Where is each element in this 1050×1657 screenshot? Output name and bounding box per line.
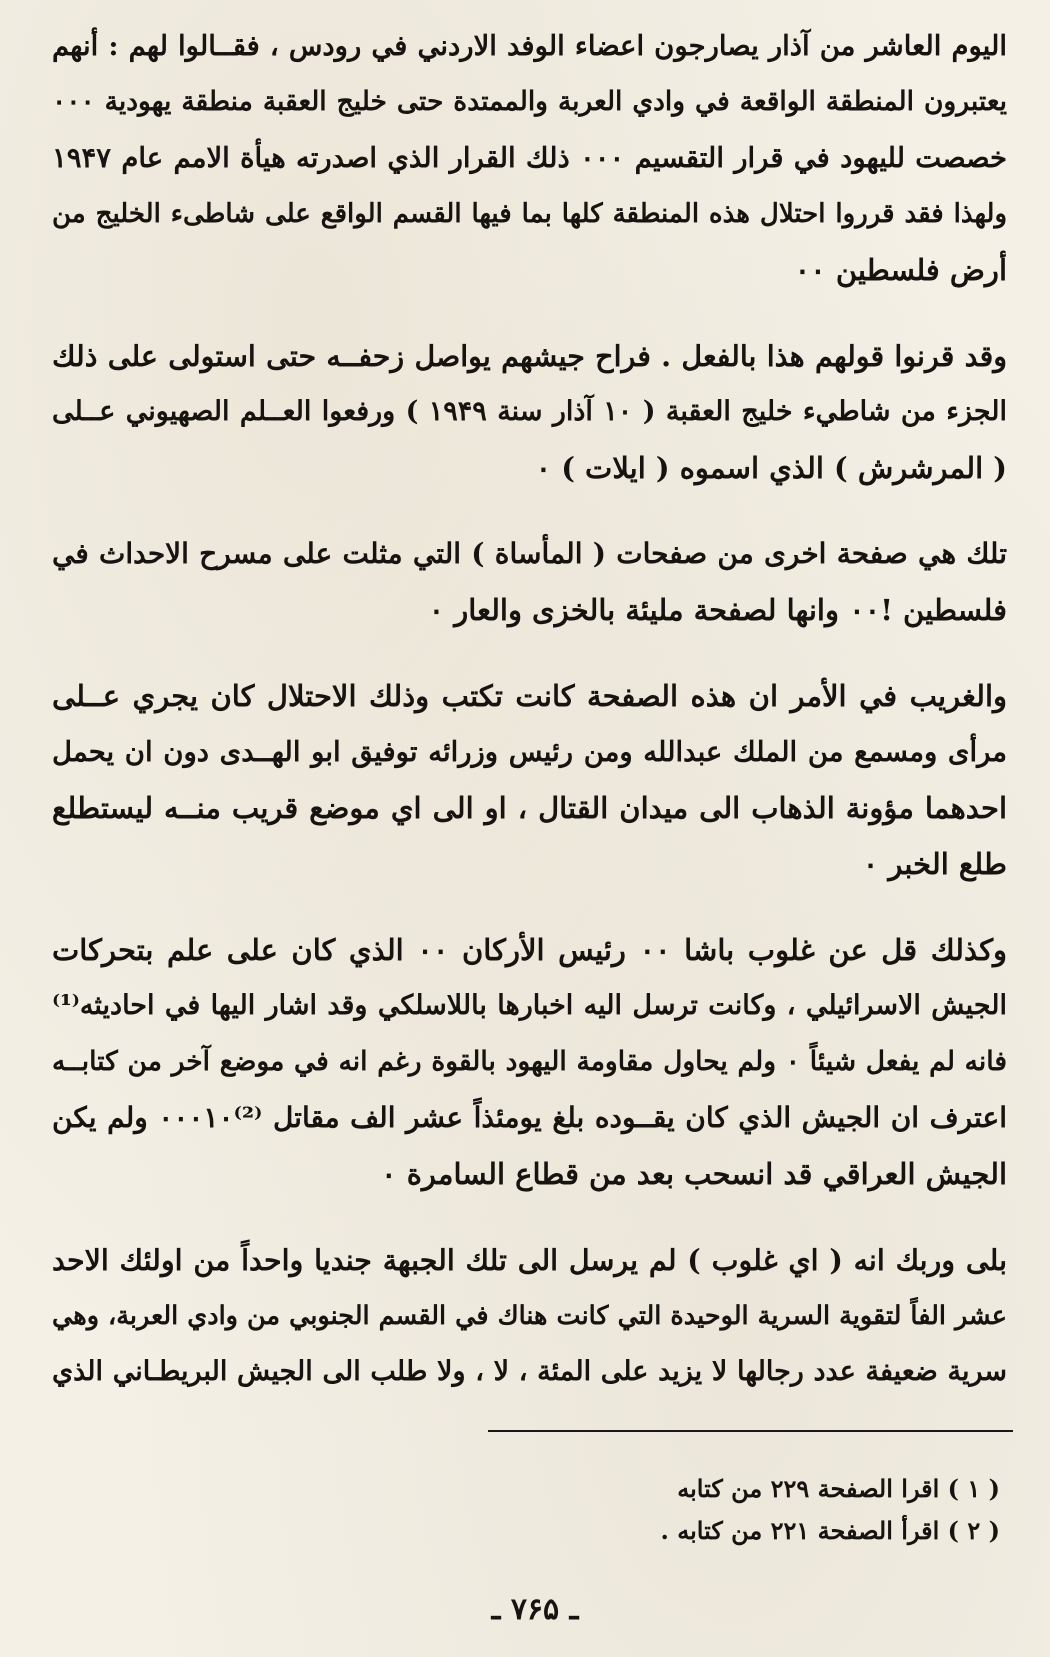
paragraph-gap <box>52 638 1007 668</box>
footnotes <box>560 1468 1000 1552</box>
paragraph-3 <box>52 526 1007 638</box>
text-line: وكذلك قل عن غلوب باشا ۰۰ رئيس الأركان ۰۰ الذي كان على علم بتحركات <box>52 933 1007 967</box>
text-line: فلسطين !۰۰ وانها لصفحة مليئة بالخزى والعار ۰ <box>428 593 1007 627</box>
text-line: خصصت لليهود في قرار التقسيم ۰۰۰ ذلك القرار الذي اصدرته هيأة الامم عام ۱۹۴۷ <box>52 142 1007 174</box>
paragraph-1 <box>52 18 1007 298</box>
paragraph-gap <box>52 496 1007 526</box>
footnote-2: ( ۲ ) اقرأ الصفحة ۲۲۱ من كتابه . <box>660 1516 1000 1545</box>
text-line: تلك هي صفحة اخرى من صفحات ( المأساة ) التي مثلت على مسرح الاحداث في <box>52 537 1007 570</box>
text-line: أرض فلسطين ۰۰ <box>794 253 1007 287</box>
text-line: وقد قرنوا قولهم هذا بالفعل . فراح جيشهم يواصل زحفــه حتى استولى على ذلك <box>52 339 1007 373</box>
text-line: مرأى ومسمع من الملك عبدالله ومن رئيس وزرائه توفيق ابو الهــدى دون ان يحمل <box>52 736 1007 768</box>
text-line: ( المرشرش ) الذي اسموه ( ايلات ) ۰ <box>535 451 1007 485</box>
text-line: الجزء من شاطيء خليج العقبة ( ۱۰ آذار سنة ۱۹۴۹ ) ورفعوا العــلم الصهيوني عــلى <box>52 396 1007 427</box>
text-line: يعتبرون المنطقة الواقعة في وادي العربة والممتدة حتى خليج العقبة منطقة يهودية ۰۰۰ <box>52 86 1007 117</box>
page-number: ـ ۷۶۵ ـ <box>491 1592 579 1627</box>
text-line: اعترف ان الجيش الذي كان يقــوده بلغ يومئذاً عشر الف مقاتل ⁽²⁾۰۰۰۱۰ ولم يكن <box>52 1101 1007 1134</box>
paragraph-5 <box>52 922 1007 1202</box>
text-line: الجيش الاسرائيلي ، وكانت ترسل اليه اخبارها باللاسلكي وقد اشار اليها في احاديثه⁽¹⁾ <box>52 990 1007 1021</box>
paragraph-gap <box>52 1202 1007 1232</box>
body-text <box>52 18 1007 1400</box>
paragraph-2 <box>52 328 1007 496</box>
text-line: احدهما مؤونة الذهاب الى ميدان القتال ، او الى اي موضع قريب منــه ليستطلع <box>52 791 1007 825</box>
text-line: سرية ضعيفة عدد رجالها لا يزيد على المئة ، لا ، ولا طلب الى الجيش البريطـاني الذي <box>52 1356 1007 1387</box>
text-line: اليوم العاشر من آذار يصارجون اعضاء الوفد الاردني في رودس ، فقــالوا لهم : أنهم <box>52 30 1007 62</box>
text-line: طلع الخبر ۰ <box>862 847 1007 881</box>
text-line: والغريب في الأمر ان هذه الصفحة كانت تكتب وذلك الاحتلال كان يجري عــلى <box>52 679 1007 713</box>
paragraph-6 <box>52 1232 1007 1400</box>
text-line: فانه لم يفعل شيئاً ۰ ولم يحاول مقاومة اليهود بالقوة رغم انه في موضع آخر من كتابــه <box>52 1046 1007 1077</box>
footnote-divider <box>488 1430 1013 1432</box>
text-line: ولهذا فقد قرروا احتلال هذه المنطقة كلها بما فيها القسم الواقع على شاطىء الخليج من <box>52 199 1007 229</box>
paragraph-gap <box>52 298 1007 328</box>
text-line: الجيش العراقي قد انسحب بعد من قطاع السامرة ۰ <box>381 1157 1007 1191</box>
text-line: عشر الفاً لتقوية السرية الوحيدة التي كانت هناك في القسم الجنوبي من وادي العربة، وهي <box>52 1301 1007 1331</box>
paragraph-gap <box>52 892 1007 922</box>
paragraph-4 <box>52 668 1007 892</box>
footnote-1: ( ۱ ) اقرا الصفحة ۲۲۹ من كتابه <box>677 1474 1000 1503</box>
text-line: بلى وربك انه ( اي غلوب ) لم يرسل الى تلك الجبهة جنديا واحداً من اولئك الاحد <box>52 1243 1007 1277</box>
